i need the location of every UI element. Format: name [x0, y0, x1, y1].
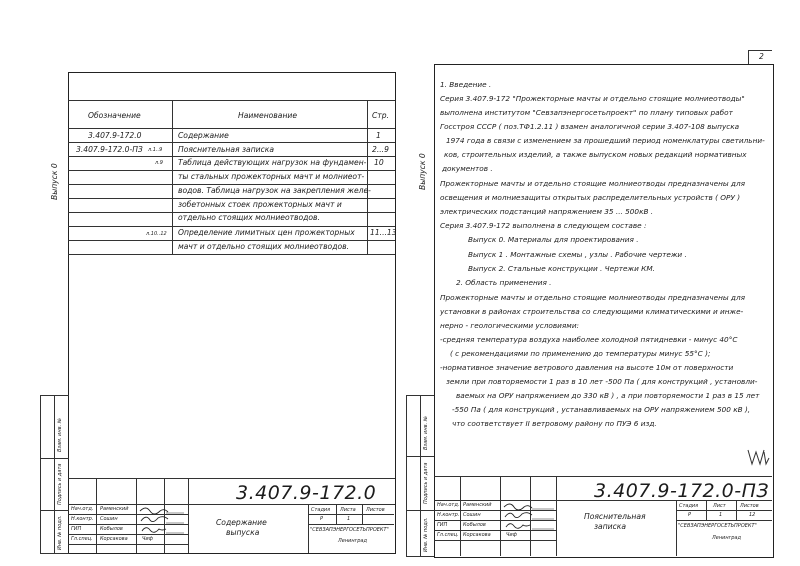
text-line: Выпуск 0. Материалы для проектирования .	[468, 235, 639, 244]
role-label: Гл.спец.	[71, 536, 93, 542]
sheets-header: Листов	[740, 503, 759, 509]
text-line: Выпуск 1 . Монтажные схемы , узлы . Рабочие чертежи .	[468, 250, 687, 259]
page-number: 2	[759, 52, 764, 61]
stage-header: Стадия	[311, 507, 331, 513]
stage-value: Р	[320, 516, 324, 522]
text-line: 2. Область применения .	[456, 278, 552, 287]
text-line: Серия 3.407.9-172 выполнена в следующем составе :	[440, 221, 647, 230]
text-line: -средняя температура воздуха наиболее холодной пятидневки - минус 40°С	[440, 335, 738, 344]
text-line: ваемых на ОРУ напряжением до 330 кВ ) , а при повторяемости 1 раз в 15 лет	[456, 391, 760, 400]
text-line: электрических подстанций напряжением 35 ... 500кВ .	[440, 207, 654, 216]
stage-header: Стадия	[679, 503, 699, 509]
col-header-name: Наименование	[238, 111, 298, 120]
person-name: Сошин	[463, 512, 481, 518]
text-line: Госстроя СССР ( поз.ТФ1.2.11 ) взамен аналогичной серии 3.407-108 выпуска	[440, 122, 740, 131]
sheet-value: 1	[347, 516, 351, 522]
person-name: Корсакова	[463, 532, 491, 538]
right-margin-label-2: Подпись и дата	[423, 462, 429, 504]
left-margin-label-3: Инв. № подл.	[57, 515, 63, 550]
role-label: Нач.отд.	[71, 506, 94, 512]
org-name: "СЕВЗАПЭНЕРГОСЕТЬПРОЕКТ"	[310, 527, 389, 533]
sheet-header: Лист	[713, 503, 726, 509]
text-line: Выпуск 2. Стальные конструкции . Чертежи КМ.	[468, 264, 655, 273]
left-title-line2: выпуска	[226, 528, 260, 537]
text-line: Серия 3.407.9-172 "Прожекторные мачты и отдельно стоящие молниеотводы"	[440, 94, 745, 103]
left-title-line1: Содержание	[216, 518, 267, 527]
text-line: освещения и молниезащиты открытых распределительных устройств ( ОРУ )	[440, 193, 741, 202]
text-line: 1974 года в связи с изменением за прошедший период номенклатуры светильни-	[446, 136, 765, 145]
org-name: "СЕВЗАПЭНЕРГОСЕТЬПРОЕКТ"	[678, 523, 757, 529]
text-line: Прожекторные мачты и отдельно стоящие молниеотводы предназначены для	[440, 179, 746, 188]
left-margin-label-1: Взам. инв. №	[57, 418, 63, 452]
sheet-header: Листа	[340, 507, 356, 513]
person-name: Кобылов	[100, 526, 123, 532]
right-margin-label-1: Взам. инв. №	[423, 416, 429, 450]
city-name: Ленинград	[338, 538, 367, 544]
text-line: земли при повторяемости 1 раз в 10 лет -500 Па ( для конструкций , установли-	[446, 377, 758, 386]
right-title-line1: Пояснительная	[584, 512, 646, 521]
person-name: Раменский	[100, 506, 129, 512]
left-binding-line	[40, 395, 41, 553]
text-line: -нормативное значение ветрового давления на высоте 10м от поверхности	[440, 363, 734, 372]
signature-text: Чиф	[142, 536, 153, 542]
left-margin-label-2: Подпись и дата	[57, 463, 63, 505]
text-line: выполнена институтом "Севзапэнергосетьпроект" по плану типовых работ	[440, 108, 733, 117]
left-side-label: Выпуск 0	[50, 163, 59, 200]
city-name: Ленинград	[712, 535, 741, 541]
col-header-page: Стр.	[372, 111, 389, 120]
text-line: Прожекторные мачты и отдельно стоящие молниеотводы предназначены для	[440, 293, 746, 302]
person-name: Корсакова	[100, 536, 128, 542]
role-label: ГИП	[71, 526, 82, 532]
right-margin-label-3: Инв. № подл.	[423, 517, 429, 552]
person-name: Раменский	[463, 502, 492, 508]
right-doc-code: 3.407.9-172.0-ПЗ	[594, 480, 770, 502]
person-name: Сошин	[100, 516, 118, 522]
role-label: Нач.отд.	[437, 502, 460, 508]
role-label: Н.контр.	[437, 512, 460, 518]
text-line: 1. Введение .	[440, 80, 492, 89]
sheets-header: Листов	[366, 507, 385, 513]
right-side-label: Выпуск 0	[418, 153, 427, 190]
text-line: нерно - геологическими условиями:	[440, 321, 580, 330]
col-header-code: Обозначение	[88, 111, 141, 120]
text-line: ков, строительных изделий, а также выпуском новых редакций нормативных	[444, 150, 747, 159]
document-page: Взам. инв. № Подпись и дата Инв. № подл. Выпуск 0 Обозначение Наименование Стр. 3.407.9-172.0 Содержание 1 3.407.9-172.0-ПЗ л.1..9 Пояснительная записка 2...9 л.9 Таблица действующих нагрузок на фундамен- 10 ты стальных прожекторных мачт и молниеот- водов. Таблица нагрузок на закрепления желе- зобетонных стоек прожекторных мачт и отдельно стоящих молниеотводов. л.10..12 Определение лимитных цен прожекторных 11...13 мачт и отдельно стоящих молниеотводов. 3.407.9-172.0 Нач.отд. Н.контр. ГИП Гл.спец. Раменский Сошин Кобылов Корсакова Чиф Содержание выпуска Стадия Листа Листов Р 1 "СЕВЗАПЭНЕРГОСЕТЬПРОЕКТ" Ленинград 2 Взам. инв. № Подпись и дата Инв. № подл. Выпуск 0 1. Введение . Серия 3.407.9-172 "Прожекторные мачты и отдельно стоящие молниеотводы" выполнена институтом "Севзапэнергосетьпроект" по плану типовых работ Госстроя СССР ( поз.ТФ1.2.11 ) взамен аналогичной серии 3.407-108 выпуска 1974 года в связи с изменением за прошедший период номенклатуры светильни- ков, строительных изделий, а также выпуском новых редакций нормативных документов . Прожекторные мачты и отдельно стоящие молниеотводы предназначены для освещения и молниезащиты открытых распределительных устройств ( ОРУ ) электрических подстанций напряжением 35 ... 500кВ . Серия 3.407.9-172 выполнена в следующем составе : Выпуск 0. Материалы для проектирования . Выпуск 1 . Монтажные схемы , узлы . Рабочие чертежи . Выпуск 2. Стальные конструкции . Чертежи КМ. 2. Область применения . Прожекторные мачты и отдельно стоящие молниеотводы предназначены для установки в районах строительства со следующими климатическими и инже- нерно - геологическими условиями: -средняя температура воздуха наиболее холодной пятидневки - минус 40°С ( с рекомендациями по применению до температуры минус 55°С ); -нормативное значение ветрового давления на высоте 10м от поверхности земли при повторяемости 1 раз в 10 лет -500 Па ( для конструкций , установли- ваемых на ОРУ напряжением до 330 кВ ) , а при повторяемости 1 раз в 15 лет -550 Па ( для конструкций , устанавливаемых на ОРУ напряжением 500 кВ ), что соответствует II ветровому району по ПУЭ 6 изд. 3.407.9-172.0-ПЗ Нач.отд. Н.контр. ГИП Гл.спец. Раменский Сошин Кобылов Корсакова Чиф Пояснительная записка Стадия Лист Листов Р 1 12 "СЕВЗАПЭНЕРГОСЕТЬПРОЕКТ" Ленинград	[0, 0, 800, 566]
text-line: что соответствует II ветровому району по ПУЭ 6 изд.	[452, 419, 657, 428]
signature-text: Чиф	[506, 532, 517, 538]
role-label: Н.контр.	[71, 516, 94, 522]
right-title-line2: записка	[594, 522, 627, 531]
person-name: Кобылов	[463, 522, 486, 528]
right-binding-line	[406, 395, 407, 557]
role-label: Гл.спец.	[437, 532, 459, 538]
text-line: -550 Па ( для конструкций , устанавливаемых на ОРУ напряжением 500 кВ ),	[452, 405, 751, 414]
text-line: установки в районах строительства со следующими климатическими и инже-	[440, 307, 744, 316]
sheet-value: 1	[719, 512, 723, 518]
stage-value: Р	[688, 512, 692, 518]
left-doc-code: 3.407.9-172.0	[236, 482, 377, 504]
handwritten-mark-icon	[746, 446, 772, 468]
text-line: ( с рекомендациями по применению до температуры минус 55°С );	[450, 349, 711, 358]
text-line: документов .	[442, 164, 493, 173]
sheets-value: 12	[749, 512, 756, 518]
role-label: ГИП	[437, 522, 448, 528]
